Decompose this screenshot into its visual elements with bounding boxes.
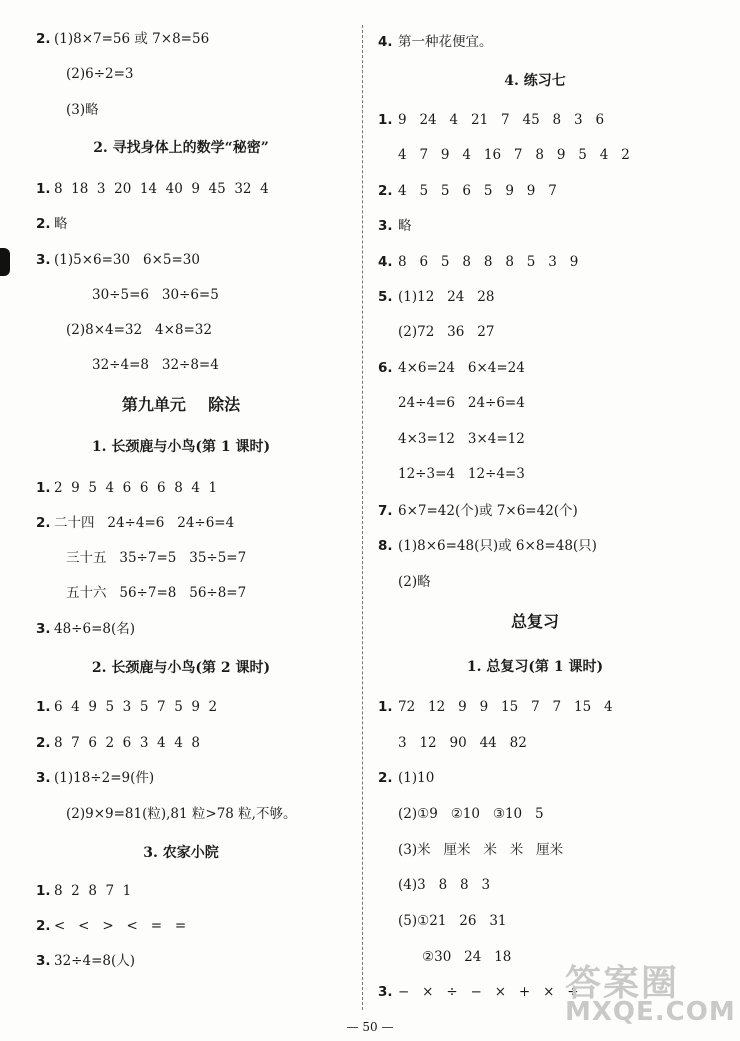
answer-line: 2 9 5 4 6 6 6 8 4 1 xyxy=(54,480,218,496)
item-number: 1. xyxy=(36,699,51,715)
answer-line: (1)18÷2=9(件) xyxy=(54,770,155,786)
answer-line: 72 12 9 9 15 7 7 15 4 xyxy=(398,699,613,715)
answer-line: − × ÷ − × + × ÷ xyxy=(398,984,579,1000)
item-number: 3. xyxy=(36,252,51,268)
answer-line: 8 18 3 20 14 40 9 45 32 4 xyxy=(54,181,269,197)
section-heading: 1. 长颈鹿与小鸟(第 1 课时) xyxy=(91,439,271,455)
section-heading: 3. 农家小院 xyxy=(143,845,219,861)
answer-line: 三十五 35÷7=5 35÷5=7 xyxy=(66,550,247,566)
item-number: 2. xyxy=(36,31,51,47)
answer-line: 24÷4=6 24÷6=4 xyxy=(398,395,525,411)
section-heading: 1. 总复习(第 1 课时) xyxy=(466,659,604,675)
answer-line: 二十四 24÷4=6 24÷6=4 xyxy=(54,515,235,531)
answer-line: 9 24 4 21 7 45 8 3 6 xyxy=(398,112,605,128)
answer-line: (1)5×6=30 6×5=30 xyxy=(54,252,200,268)
answer-line: 30÷5=6 30÷6=5 xyxy=(92,287,219,303)
answer-line: 48÷6=8(名) xyxy=(54,621,136,637)
answer-line: < < > < = = xyxy=(54,918,187,934)
item-number: 3. xyxy=(378,984,393,1000)
answer-line: (2)8×4=32 4×8=32 xyxy=(66,322,212,338)
watermark-text: 答案圈 xyxy=(565,963,680,1004)
item-number: 3. xyxy=(36,770,51,786)
answer-line: 8 6 5 8 8 8 5 3 9 xyxy=(398,254,579,270)
item-number: 2. xyxy=(36,735,51,751)
answer-line: 略 xyxy=(54,216,68,232)
unit-heading: 第九单元 除法 xyxy=(121,395,241,414)
item-number: 1. xyxy=(36,883,51,899)
item-number: 3. xyxy=(36,953,51,969)
answer-line: (4)3 8 8 3 xyxy=(398,877,491,893)
section-heading: 4. 练习七 xyxy=(504,73,566,89)
item-number: 1. xyxy=(378,112,393,128)
answer-line: (5)①21 26 31 xyxy=(398,913,507,929)
answer-line: 8 7 6 2 6 3 4 4 8 xyxy=(54,735,200,751)
page-edge-mark xyxy=(0,248,10,276)
item-number: 6. xyxy=(378,360,393,376)
answer-line: 4×3=12 3×4=12 xyxy=(398,431,525,447)
answer-line: (2)72 36 27 xyxy=(398,324,495,340)
answer-line: 五十六 56÷7=8 56÷8=7 xyxy=(66,585,247,601)
item-number: 1. xyxy=(36,480,51,496)
item-number: 3. xyxy=(36,621,51,637)
answer-line: 8 2 8 7 1 xyxy=(54,883,132,899)
answer-line: ②30 24 18 xyxy=(422,949,512,965)
unit-heading: 总复习 xyxy=(510,612,559,631)
item-number: 5. xyxy=(378,289,393,305)
answer-line: 32÷4=8(人) xyxy=(54,953,136,969)
answer-line: 3 12 90 44 82 xyxy=(398,735,527,751)
item-number: 2. xyxy=(36,918,51,934)
item-number: 2. xyxy=(378,183,393,199)
answer-line: 4 7 9 4 16 7 8 9 5 4 2 xyxy=(398,147,630,163)
section-heading: 2. 长颈鹿与小鸟(第 2 课时) xyxy=(91,660,271,676)
section-heading: 2. 寻找身体上的数学“秘密” xyxy=(93,140,269,156)
answer-line: (3)略 xyxy=(66,102,99,118)
answer-line: (2)6÷2=3 xyxy=(66,66,134,82)
answer-line: (1)8×7=56 或 7×8=56 xyxy=(54,31,210,47)
watermark-url: MXQE.COM xyxy=(565,997,736,1027)
item-number: 8. xyxy=(378,538,393,554)
item-number: 4. xyxy=(378,34,393,50)
answer-line: 4 5 5 6 5 9 9 7 xyxy=(398,183,557,199)
answer-line: (2)9×9=81(粒),81 粒>78 粒,不够。 xyxy=(66,806,297,822)
item-number: 2. xyxy=(36,515,51,531)
answer-line: 第一种花便宜。 xyxy=(398,34,493,50)
answer-line: (2)略 xyxy=(398,574,431,590)
answer-line: (1)12 24 28 xyxy=(398,289,495,305)
page-number: — 50 — xyxy=(346,1020,394,1034)
column-divider xyxy=(362,25,363,1010)
answer-line: (1)8×6=48(只)或 6×8=48(只) xyxy=(398,538,597,554)
answer-line: (2)①9 ②10 ③10 5 xyxy=(398,806,544,822)
answer-line: 4×6=24 6×4=24 xyxy=(398,360,525,376)
answer-line: 略 xyxy=(398,218,412,234)
answer-line: 12÷3=4 12÷4=3 xyxy=(398,466,525,482)
item-number: 2. xyxy=(378,770,393,786)
item-number: 7. xyxy=(378,503,393,519)
answer-line: (3)米 厘米 米 米 厘米 xyxy=(398,842,564,858)
item-number: 3. xyxy=(378,218,393,234)
answer-line: 6 4 9 5 3 5 7 5 9 2 xyxy=(54,699,218,715)
item-number: 1. xyxy=(378,699,393,715)
item-number: 1. xyxy=(36,181,51,197)
answer-line: 6×7=42(个)或 7×6=42(个) xyxy=(398,503,578,519)
item-number: 2. xyxy=(36,216,51,232)
item-number: 4. xyxy=(378,254,393,270)
answer-line: (1)10 xyxy=(398,770,435,786)
answer-line: 32÷4=8 32÷8=4 xyxy=(92,357,219,373)
